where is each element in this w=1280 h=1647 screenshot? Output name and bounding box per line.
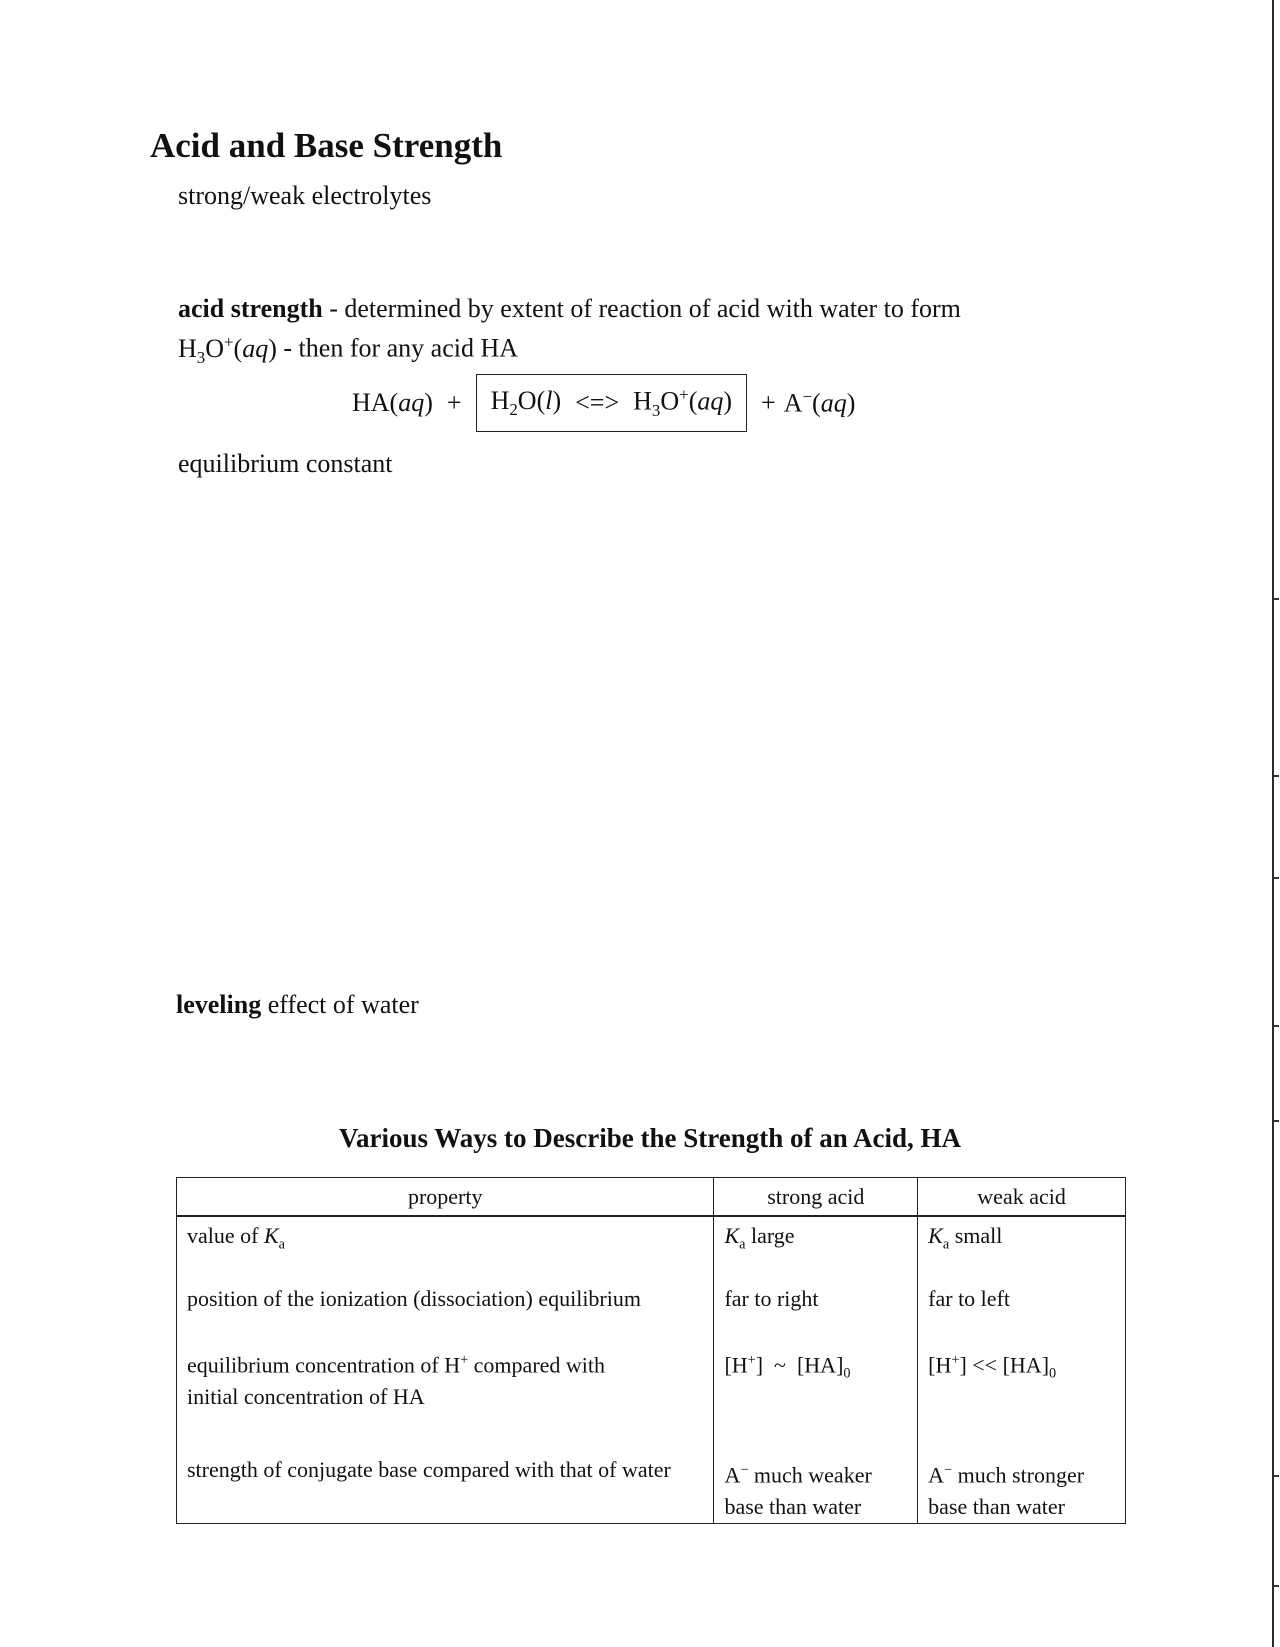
- hydronium-formula: $H_3O^+(aq)$: [178, 332, 277, 367]
- cell-weak: $K_a$ small: [918, 1216, 1126, 1280]
- eq-boxed-water-reaction: [476, 374, 747, 432]
- leveling-effect-heading: [176, 990, 419, 1020]
- cell-property: position of the ionization (dissociation) equilibrium: [177, 1280, 714, 1341]
- header-property: property: [177, 1178, 714, 1217]
- cell-strong: [H+] ~ $[HA]_0$: [714, 1341, 918, 1451]
- page-edge-tick: [1274, 1120, 1279, 1122]
- table-row: [177, 1451, 1126, 1524]
- cell-weak: far to left: [918, 1280, 1126, 1341]
- page-edge-tick: [1274, 1585, 1279, 1587]
- eq-water: $H_2O(l)$: [490, 385, 562, 420]
- leveling-rest: effect of water: [267, 990, 419, 1019]
- acid-strength-definition: - determined by extent of reaction of acid with water to form: [329, 294, 961, 323]
- page-title: Acid and Base Strength: [150, 126, 503, 165]
- cell-property: equilibrium concentration of H+ compared with initial concentration of HA: [177, 1341, 714, 1451]
- cell-property: strength of conjugate base compared with that of water: [177, 1451, 714, 1524]
- table-title: Various Ways to Describe the Strength of an Acid, HA: [338, 1123, 962, 1153]
- acid-strength-term: acid strength: [178, 294, 323, 323]
- equilibrium-constant-label: equilibrium constant: [178, 449, 393, 478]
- page-subtitle: strong/weak electrolytes: [178, 181, 432, 210]
- page-edge-tick: [1274, 1475, 1279, 1477]
- acid-strength-definition-end: - then for any acid HA: [283, 333, 519, 363]
- eq-hydronium: $H_3O^+(aq)$: [633, 385, 733, 420]
- eq-plus-2: +: [761, 388, 776, 417]
- cell-weak: A− much stronger base than water: [918, 1451, 1126, 1524]
- leveling-term: leveling: [176, 990, 262, 1019]
- page-edge-tick: [1274, 775, 1279, 777]
- cell-weak: $[H^+] << [HA]_0$: [918, 1341, 1126, 1451]
- table-row: [177, 1280, 1126, 1341]
- acid-strength-table: [176, 1177, 1126, 1524]
- cell-strong: far to right: [714, 1280, 918, 1341]
- page-edge-tick: [1274, 877, 1279, 879]
- acid-dissociation-equation: [352, 373, 855, 433]
- header-weak-acid: weak acid: [918, 1178, 1126, 1217]
- eq-reactant-ha: HA(aq): [352, 388, 433, 417]
- table-row: [177, 1216, 1126, 1280]
- acid-strength-paragraph: [178, 292, 1128, 374]
- cell-property: value of $K_a$: [177, 1216, 714, 1280]
- page-edge-tick: [1274, 1025, 1279, 1027]
- eq-conjugate-base: A−(aq): [783, 387, 856, 418]
- page-edge-tick: [1274, 598, 1279, 600]
- cell-strong: $K_a$ large: [714, 1216, 918, 1280]
- page-edge-line: [1272, 0, 1274, 1647]
- table-row: [177, 1341, 1126, 1451]
- eq-arrow: <=>: [575, 388, 620, 417]
- header-strong-acid: strong acid: [714, 1178, 918, 1217]
- table-header-row: [177, 1178, 1126, 1217]
- cell-strong: A− much weaker base than water: [714, 1451, 918, 1524]
- eq-plus-1: +: [446, 388, 462, 417]
